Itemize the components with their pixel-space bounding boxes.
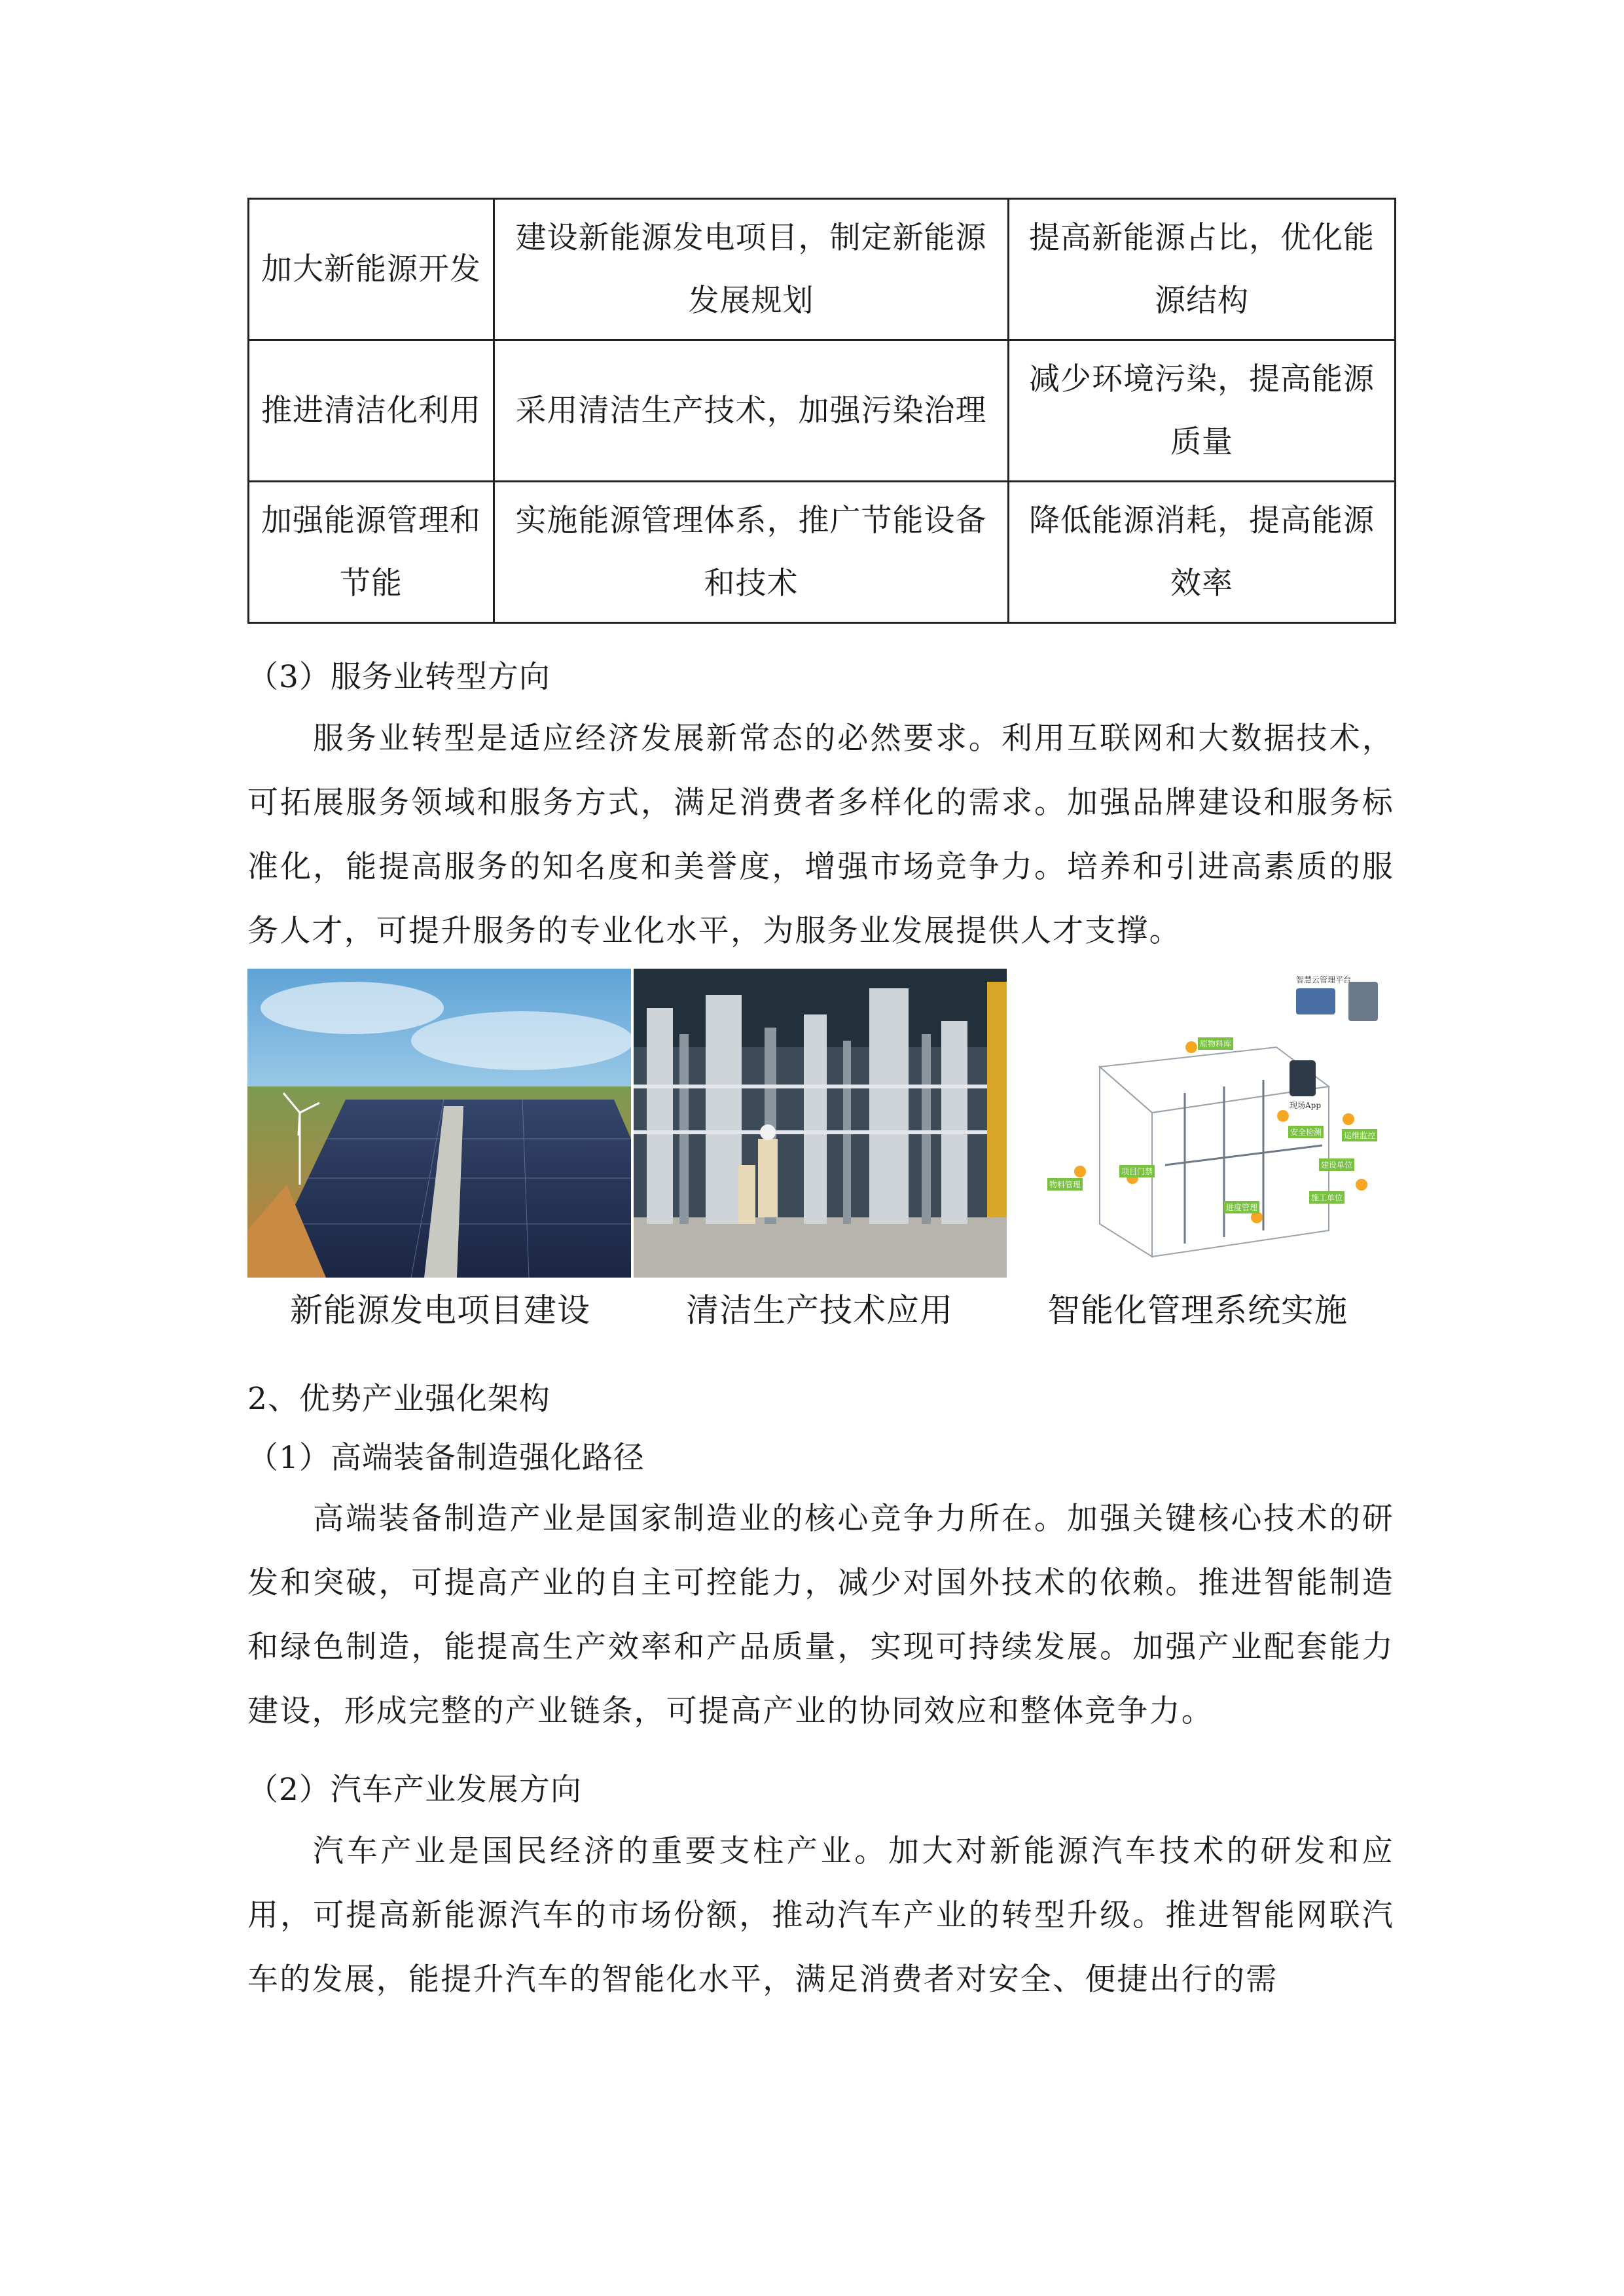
section-heading-service: （3）服务业转型方向 — [247, 659, 550, 695]
diagram-label: 建设单位 — [1319, 1158, 1354, 1171]
diagram-label: 安全检测 — [1288, 1126, 1324, 1138]
subheading-automotive: （2）汽车产业发展方向 — [247, 1772, 582, 1808]
paragraph-equipment: 高端装备制造产业是国家制造业的核心竞争力所在。加强关键核心技术的研发和突破，可提高产业的自主可控能力，减少对国外技术的依赖。推进智能制造和绿色制造，能提高生产效率和产品质量，实现可持续发展。加强产业配套能力建设，形成完整的产业链条，可提高产业的协同效应和整体竞争力。 — [247, 1501, 1394, 1729]
table-cell: 加强能源管理和节能 — [249, 482, 494, 623]
table-cell: 采用清洁生产技术，加强污染治理 — [494, 340, 1009, 482]
section-heading-advantage: 2、优势产业强化架构 — [247, 1381, 550, 1417]
diagram-label: 现场App — [1290, 1101, 1322, 1110]
measures-table — [247, 198, 1396, 624]
figure-caption: 清洁生产技术应用 — [686, 1291, 953, 1329]
diagram-label: 原物料库 — [1198, 1037, 1233, 1050]
figure-caption: 新能源发电项目建设 — [290, 1291, 590, 1329]
diagram-label: 进度管理 — [1224, 1201, 1259, 1213]
table-cell: 推进清洁化利用 — [249, 340, 494, 482]
table-cell: 降低能源消耗，提高能源效率 — [1009, 482, 1396, 623]
table-cell: 提高新能源占比，优化能源结构 — [1009, 199, 1396, 340]
table-row — [249, 482, 1396, 623]
diagram-label: 运维监控 — [1342, 1129, 1377, 1141]
diagram-label: 项目门禁 — [1119, 1165, 1155, 1177]
table-row — [249, 340, 1396, 482]
diagram-label: 施工单位 — [1309, 1191, 1344, 1204]
table-cell: 实施能源管理体系，推广节能设备和技术 — [494, 482, 1009, 623]
subheading-equipment: （1）高端装备制造强化路径 — [247, 1440, 645, 1476]
diagram-label: 智慧云管理平台 — [1296, 975, 1352, 984]
table-cell: 减少环境污染，提高能源质量 — [1009, 340, 1396, 482]
table-cell: 加大新能源开发 — [249, 199, 494, 340]
figure-caption: 智能化管理系统实施 — [1047, 1291, 1348, 1329]
paragraph-automotive: 汽车产业是国民经济的重要支柱产业。加大对新能源汽车技术的研发和应用，可提高新能源汽车的市场份额，推动汽车产业的转型升级。推进智能网联汽车的发展，能提升汽车的智能化水平，满足消费者对安全、便捷出行的需 — [247, 1833, 1394, 1998]
table-cell: 建设新能源发电项目，制定新能源发展规划 — [494, 199, 1009, 340]
smart-management-diagram — [1021, 969, 1394, 1278]
diagram-label: 物料管理 — [1047, 1178, 1083, 1191]
table-row — [249, 199, 1396, 340]
clean-production-image — [634, 969, 1007, 1278]
solar-farm-image — [247, 969, 631, 1278]
paragraph-service: 服务业转型是适应经济发展新常态的必然要求。利用互联网和大数据技术，可拓展服务领域和服务方式，满足消费者多样化的需求。加强品牌建设和服务标准化，能提高服务的知名度和美誉度，增强市场竞争力。培养和引进高素质的服务人才，可提升服务的专业化水平，为服务业发展提供人才支撑。 — [247, 721, 1394, 949]
